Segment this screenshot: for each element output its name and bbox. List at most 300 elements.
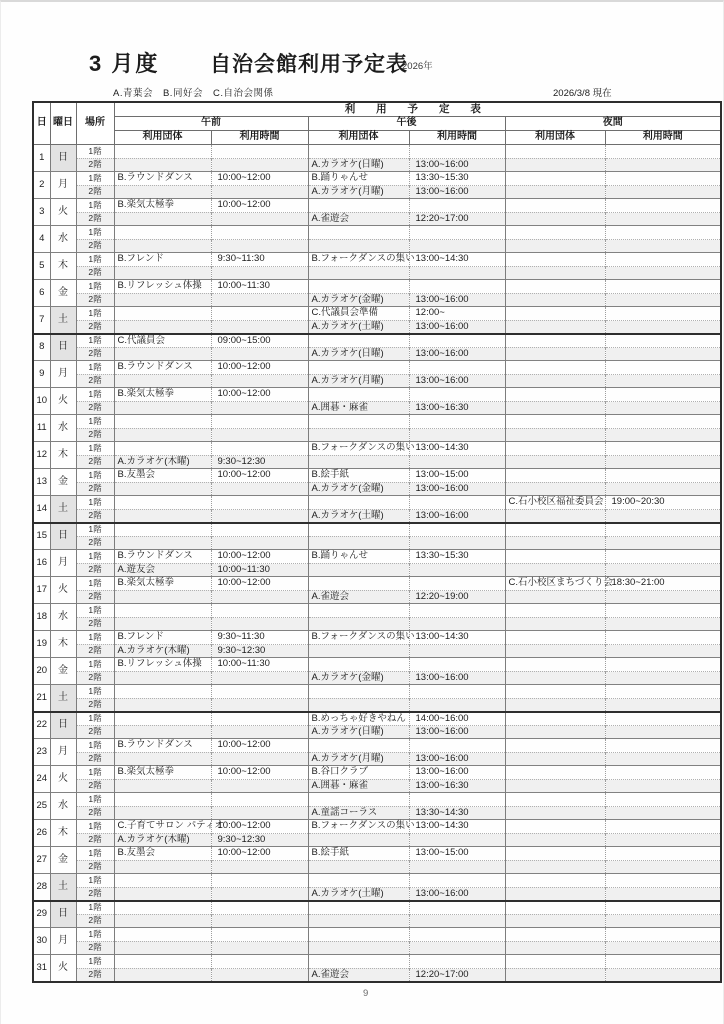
cell-am-time: 10:00~12:00	[211, 847, 308, 861]
cell-night-group	[505, 145, 605, 159]
cell-am-time: 10:00~12:00	[211, 550, 308, 564]
header-pm-group: 利用団体	[308, 131, 409, 145]
cell-night-time	[605, 631, 721, 645]
cell-night-group	[505, 604, 605, 618]
cell-pm-time: 13:00~16:00	[409, 347, 505, 361]
header-night-time: 利用時間	[605, 131, 721, 145]
day-number: 5	[33, 253, 50, 280]
cell-pm-time	[409, 793, 505, 807]
cell-am-time	[211, 752, 308, 766]
day-row-floor1	[33, 577, 721, 591]
day-row-floor2	[33, 428, 721, 442]
cell-pm-time	[409, 428, 505, 442]
day-number: 26	[33, 820, 50, 847]
header-row-3	[33, 131, 721, 145]
cell-am-group	[114, 496, 211, 510]
floor-label: 2階	[76, 563, 114, 577]
cell-pm-group: B.踊りゃんせ	[308, 550, 409, 564]
cell-am-group	[114, 874, 211, 888]
cell-pm-time	[409, 145, 505, 159]
cell-night-group	[505, 280, 605, 294]
floor-label: 2階	[76, 293, 114, 307]
floor-label: 1階	[76, 334, 114, 348]
cell-pm-time	[409, 901, 505, 915]
weekday-cell: 火	[50, 388, 76, 415]
day-row-floor1	[33, 685, 721, 699]
cell-am-group: B.リフレッシュ体操	[114, 658, 211, 672]
cell-night-time	[605, 968, 721, 982]
cell-pm-group: B.絵手紙	[308, 847, 409, 861]
cell-night-time	[605, 509, 721, 523]
day-number: 3	[33, 199, 50, 226]
floor-label: 2階	[76, 158, 114, 172]
cell-am-group: B.楽気太極拳	[114, 766, 211, 780]
cell-pm-group	[308, 455, 409, 469]
day-row-floor1	[33, 253, 721, 267]
cell-pm-time	[409, 617, 505, 631]
floor-label: 1階	[76, 388, 114, 402]
cell-am-group: B.ラウンドダンス	[114, 172, 211, 186]
cell-am-group: B.ラウンドダンス	[114, 739, 211, 753]
cell-night-group	[505, 779, 605, 793]
floor-label: 1階	[76, 766, 114, 780]
cell-pm-group	[308, 928, 409, 942]
cell-night-group	[505, 550, 605, 564]
cell-night-time	[605, 644, 721, 658]
day-row-floor2	[33, 563, 721, 577]
cell-pm-group	[308, 226, 409, 240]
cell-night-group	[505, 226, 605, 240]
cell-pm-time: 13:00~16:00	[409, 766, 505, 780]
cell-am-group: B.楽気太極拳	[114, 388, 211, 402]
day-number: 30	[33, 928, 50, 955]
cell-pm-group	[308, 739, 409, 753]
cell-pm-group: A.カラオケ(月曜)	[308, 374, 409, 388]
cell-am-group: C.子育てサロン パティオ	[114, 820, 211, 834]
cell-pm-group	[308, 388, 409, 402]
day-number: 2	[33, 172, 50, 199]
floor-label: 1階	[76, 550, 114, 564]
day-row-floor1	[33, 712, 721, 726]
day-row-floor1	[33, 793, 721, 807]
floor-label: 2階	[76, 455, 114, 469]
cell-pm-group	[308, 901, 409, 915]
day-row-floor2	[33, 968, 721, 982]
day-row-floor1	[33, 172, 721, 186]
floor-label: 2階	[76, 212, 114, 226]
day-row-floor2	[33, 401, 721, 415]
cell-pm-group: A.カラオケ(日曜)	[308, 725, 409, 739]
header-row-1	[33, 102, 721, 117]
cell-night-time	[605, 887, 721, 901]
floor-label: 1階	[76, 685, 114, 699]
cell-night-group	[505, 212, 605, 226]
weekday-cell: 水	[50, 226, 76, 253]
cell-night-group	[505, 941, 605, 955]
header-row-2	[33, 117, 721, 131]
day-row-floor2	[33, 887, 721, 901]
cell-am-group	[114, 860, 211, 874]
cell-am-time	[211, 496, 308, 510]
weekday-cell: 火	[50, 955, 76, 982]
cell-pm-group: B.谷口クラブ	[308, 766, 409, 780]
floor-label: 2階	[76, 617, 114, 631]
cell-night-group: C.石小校区福祉委員会	[505, 496, 605, 510]
cell-night-group	[505, 307, 605, 321]
floor-label: 2階	[76, 428, 114, 442]
floor-label: 1階	[76, 415, 114, 429]
floor-label: 1階	[76, 226, 114, 240]
cell-pm-group: A.囲碁・麻雀	[308, 779, 409, 793]
floor-label: 2階	[76, 347, 114, 361]
cell-am-time	[211, 901, 308, 915]
cell-am-group	[114, 806, 211, 820]
floor-label: 1階	[76, 523, 114, 537]
cell-am-time	[211, 617, 308, 631]
header-pm-time: 利用時間	[409, 131, 505, 145]
cell-pm-group: A.カラオケ(日曜)	[308, 158, 409, 172]
cell-am-time: 10:00~12:00	[211, 361, 308, 375]
day-row-floor2	[33, 185, 721, 199]
cell-night-group	[505, 374, 605, 388]
floor-label: 1階	[76, 658, 114, 672]
cell-pm-group: A.雀遊会	[308, 968, 409, 982]
cell-pm-group: B.踊りゃんせ	[308, 172, 409, 186]
cell-night-group	[505, 590, 605, 604]
weekday-cell: 月	[50, 550, 76, 577]
cell-am-time	[211, 293, 308, 307]
cell-night-group	[505, 928, 605, 942]
cell-am-group	[114, 671, 211, 685]
cell-pm-time: 13:00~15:00	[409, 847, 505, 861]
weekday-cell: 木	[50, 820, 76, 847]
cell-pm-group	[308, 644, 409, 658]
cell-night-group	[505, 334, 605, 348]
cell-am-time	[211, 212, 308, 226]
cell-am-group	[114, 617, 211, 631]
cell-pm-group: A.カラオケ(金曜)	[308, 293, 409, 307]
cell-am-group	[114, 266, 211, 280]
cell-night-group	[505, 644, 605, 658]
cell-night-group	[505, 388, 605, 402]
cell-night-time	[605, 185, 721, 199]
cell-am-group	[114, 307, 211, 321]
cell-am-group	[114, 752, 211, 766]
cell-am-time	[211, 442, 308, 456]
cell-night-group	[505, 712, 605, 726]
cell-pm-group: A.カラオケ(月曜)	[308, 752, 409, 766]
cell-night-group	[505, 442, 605, 456]
cell-night-time	[605, 239, 721, 253]
cell-pm-group: A.カラオケ(金曜)	[308, 482, 409, 496]
cell-pm-group	[308, 833, 409, 847]
cell-pm-group	[308, 563, 409, 577]
day-row-floor1	[33, 955, 721, 969]
cell-night-time	[605, 320, 721, 334]
floor-label: 2階	[76, 833, 114, 847]
cell-night-time	[605, 401, 721, 415]
cell-pm-group: B.フォークダンスの集い	[308, 820, 409, 834]
day-number: 17	[33, 577, 50, 604]
cell-am-group: B.ラウンドダンス	[114, 550, 211, 564]
cell-pm-time	[409, 266, 505, 280]
cell-am-group	[114, 590, 211, 604]
group-legend: A.青葉会 B.同好会 C.自治会関係	[113, 88, 274, 99]
cell-night-group	[505, 806, 605, 820]
cell-night-group	[505, 793, 605, 807]
day-row-floor2	[33, 212, 721, 226]
day-row-floor2	[33, 239, 721, 253]
cell-am-time	[211, 779, 308, 793]
day-row-floor2	[33, 455, 721, 469]
cell-pm-time: 13:30~15:30	[409, 172, 505, 186]
cell-pm-group: A.雀遊会	[308, 590, 409, 604]
day-row-floor2	[33, 266, 721, 280]
cell-night-time	[605, 347, 721, 361]
cell-pm-time: 14:00~16:00	[409, 712, 505, 726]
cell-night-time	[605, 266, 721, 280]
cell-am-time	[211, 428, 308, 442]
day-number: 4	[33, 226, 50, 253]
day-row-floor1	[33, 361, 721, 375]
day-number: 31	[33, 955, 50, 982]
cell-night-group	[505, 158, 605, 172]
cell-am-time	[211, 671, 308, 685]
day-row-floor2	[33, 347, 721, 361]
cell-pm-time: 13:00~14:30	[409, 442, 505, 456]
cell-am-time: 9:30~12:30	[211, 644, 308, 658]
day-row-floor2	[33, 158, 721, 172]
floor-label: 2階	[76, 536, 114, 550]
cell-am-group	[114, 712, 211, 726]
weekday-cell: 火	[50, 199, 76, 226]
cell-night-group: C.石小校区まちづくり会	[505, 577, 605, 591]
cell-pm-group: B.めっちゃ好きやねん	[308, 712, 409, 726]
cell-night-time	[605, 482, 721, 496]
cell-pm-group	[308, 145, 409, 159]
cell-pm-time	[409, 914, 505, 928]
cell-night-time	[605, 563, 721, 577]
cell-am-time	[211, 793, 308, 807]
cell-pm-time	[409, 523, 505, 537]
weekday-cell: 土	[50, 496, 76, 523]
floor-label: 1階	[76, 361, 114, 375]
weekday-cell: 日	[50, 145, 76, 172]
cell-night-time	[605, 226, 721, 240]
day-row-floor1	[33, 226, 721, 240]
page-number: 9	[363, 988, 369, 999]
cell-pm-group: A.カラオケ(土曜)	[308, 509, 409, 523]
cell-am-group	[114, 968, 211, 982]
header-period-night: 夜間	[505, 117, 721, 131]
cell-am-group: B.友墨会	[114, 847, 211, 861]
floor-label: 2階	[76, 320, 114, 334]
cell-pm-time: 13:00~16:00	[409, 725, 505, 739]
cell-am-time	[211, 604, 308, 618]
day-row-floor2	[33, 509, 721, 523]
cell-pm-group	[308, 604, 409, 618]
cell-pm-time: 13:00~16:30	[409, 779, 505, 793]
cell-am-time	[211, 185, 308, 199]
cell-pm-time: 13:00~16:00	[409, 293, 505, 307]
cell-am-time	[211, 725, 308, 739]
cell-night-time	[605, 280, 721, 294]
day-number: 10	[33, 388, 50, 415]
floor-label: 2階	[76, 752, 114, 766]
day-number: 29	[33, 901, 50, 928]
cell-am-time: 9:30~11:30	[211, 631, 308, 645]
cell-night-group	[505, 428, 605, 442]
cell-night-group	[505, 617, 605, 631]
cell-night-time	[605, 685, 721, 699]
cell-night-time	[605, 172, 721, 186]
day-row-floor1	[33, 658, 721, 672]
day-row-floor1	[33, 415, 721, 429]
day-number: 14	[33, 496, 50, 523]
cell-am-time	[211, 590, 308, 604]
cell-night-time	[605, 293, 721, 307]
cell-night-group	[505, 820, 605, 834]
cell-pm-time	[409, 833, 505, 847]
day-row-floor2	[33, 320, 721, 334]
cell-pm-group	[308, 860, 409, 874]
cell-am-time: 10:00~11:30	[211, 280, 308, 294]
cell-pm-group	[308, 239, 409, 253]
cell-night-group	[505, 833, 605, 847]
day-number: 28	[33, 874, 50, 901]
header-place: 場所	[76, 102, 114, 145]
schedule-table-body	[33, 145, 721, 982]
cell-night-group	[505, 901, 605, 915]
cell-am-group: A.遊友会	[114, 563, 211, 577]
cell-am-time	[211, 536, 308, 550]
cell-pm-time	[409, 496, 505, 510]
cell-am-time: 10:00~12:00	[211, 199, 308, 213]
weekday-cell: 木	[50, 253, 76, 280]
cell-pm-group	[308, 941, 409, 955]
cell-am-group	[114, 347, 211, 361]
cell-am-time: 10:00~11:30	[211, 563, 308, 577]
weekday-cell: 木	[50, 631, 76, 658]
cell-pm-group	[308, 415, 409, 429]
day-number: 16	[33, 550, 50, 577]
floor-label: 2階	[76, 590, 114, 604]
cell-am-group	[114, 523, 211, 537]
cell-pm-group: B.フォークダンスの集い	[308, 442, 409, 456]
day-number: 9	[33, 361, 50, 388]
cell-pm-group: A.童謡コーラス	[308, 806, 409, 820]
cell-night-time	[605, 604, 721, 618]
cell-night-time	[605, 361, 721, 375]
cell-pm-group: A.カラオケ(土曜)	[308, 887, 409, 901]
cell-night-time	[605, 793, 721, 807]
cell-night-time	[605, 671, 721, 685]
cell-night-group	[505, 752, 605, 766]
day-row-floor2	[33, 860, 721, 874]
header-am-group: 利用団体	[114, 131, 211, 145]
cell-am-time	[211, 685, 308, 699]
cell-pm-group	[308, 334, 409, 348]
cell-am-time	[211, 941, 308, 955]
cell-am-time	[211, 239, 308, 253]
cell-pm-time	[409, 928, 505, 942]
day-row-floor2	[33, 941, 721, 955]
cell-night-time	[605, 725, 721, 739]
cell-am-time: 10:00~12:00	[211, 577, 308, 591]
floor-label: 2階	[76, 239, 114, 253]
cell-am-group	[114, 914, 211, 928]
cell-am-time: 10:00~12:00	[211, 469, 308, 483]
floor-label: 1階	[76, 901, 114, 915]
cell-am-time: 10:00~12:00	[211, 739, 308, 753]
cell-night-group	[505, 199, 605, 213]
cell-pm-time: 13:30~15:30	[409, 550, 505, 564]
day-number: 12	[33, 442, 50, 469]
cell-night-group	[505, 860, 605, 874]
cell-am-time	[211, 887, 308, 901]
weekday-cell: 月	[50, 739, 76, 766]
cell-night-time	[605, 698, 721, 712]
cell-night-group	[505, 536, 605, 550]
day-number: 23	[33, 739, 50, 766]
floor-label: 1階	[76, 496, 114, 510]
cell-am-time	[211, 968, 308, 982]
cell-pm-time	[409, 226, 505, 240]
cell-night-time	[605, 955, 721, 969]
cell-pm-group	[308, 914, 409, 928]
cell-night-time	[605, 766, 721, 780]
cell-pm-group: A.カラオケ(金曜)	[308, 671, 409, 685]
cell-pm-time	[409, 644, 505, 658]
cell-night-group	[505, 563, 605, 577]
cell-am-group	[114, 374, 211, 388]
cell-am-group	[114, 482, 211, 496]
cell-night-time	[605, 334, 721, 348]
cell-am-time	[211, 320, 308, 334]
floor-label: 2階	[76, 671, 114, 685]
cell-pm-time	[409, 361, 505, 375]
cell-night-time	[605, 455, 721, 469]
day-number: 11	[33, 415, 50, 442]
header-am-time: 利用時間	[211, 131, 308, 145]
cell-am-group	[114, 779, 211, 793]
cell-pm-time	[409, 536, 505, 550]
floor-label: 1階	[76, 253, 114, 267]
cell-pm-time: 13:00~16:00	[409, 482, 505, 496]
cell-night-group	[505, 685, 605, 699]
cell-pm-time: 12:00~	[409, 307, 505, 321]
day-number: 13	[33, 469, 50, 496]
cell-pm-group	[308, 496, 409, 510]
cell-am-group	[114, 536, 211, 550]
cell-night-time	[605, 739, 721, 753]
cell-am-time	[211, 874, 308, 888]
cell-night-group	[505, 887, 605, 901]
cell-am-time	[211, 226, 308, 240]
day-row-floor1	[33, 496, 721, 510]
floor-label: 1階	[76, 847, 114, 861]
floor-label: 1階	[76, 604, 114, 618]
cell-am-group	[114, 901, 211, 915]
day-row-floor1	[33, 550, 721, 564]
cell-night-time	[605, 374, 721, 388]
cell-night-group	[505, 415, 605, 429]
cell-pm-group	[308, 199, 409, 213]
cell-night-time	[605, 833, 721, 847]
floor-label: 2階	[76, 185, 114, 199]
cell-night-group	[505, 185, 605, 199]
day-number: 20	[33, 658, 50, 685]
